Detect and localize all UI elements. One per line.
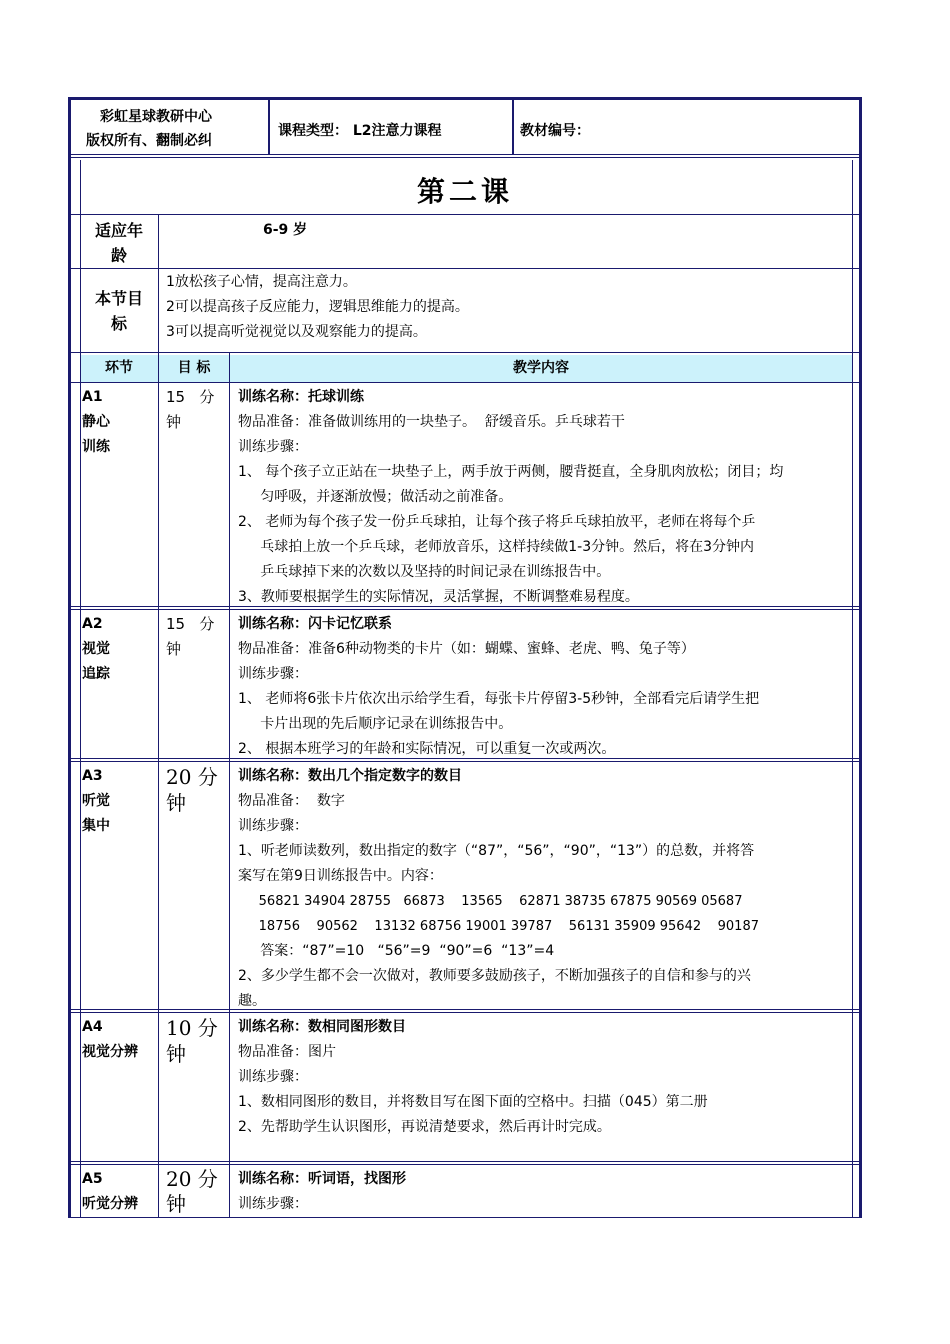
goal-item: 2可以提高孩子反应能力，逻辑思维能力的提高。 xyxy=(166,299,469,315)
section-line: 训练步骤： xyxy=(238,439,308,455)
section-line: 物品准备：图片 xyxy=(238,1044,336,1060)
section-line: 乓球拍上放一个乒乓球，老师放音乐，这样持续做1-3分钟。然后，将在3分钟内 xyxy=(238,539,755,555)
col-header-target: 目 标 xyxy=(177,360,211,376)
section-time: 15 分 xyxy=(166,388,215,406)
age-label-1: 适应年 xyxy=(94,221,143,240)
section-name: 听觉分辨 xyxy=(82,1196,138,1212)
section-name: 静心 xyxy=(82,414,110,430)
section-time: 20 分 xyxy=(166,765,218,789)
section-line: 乒乓球掉下来的次数以及坚持的时间记录在训练报告中。 xyxy=(238,564,611,580)
section-name: 训练 xyxy=(82,439,110,455)
age-label-2: 龄 xyxy=(110,246,127,265)
goals-divider xyxy=(68,352,862,353)
col-header-segment: 环节 xyxy=(105,360,133,376)
section-line: 1、听老师读数列，数出指定的数字（“87”，“56”，“90”，“13”）的总数，并将答 xyxy=(238,843,755,859)
section-name: 视觉 xyxy=(82,641,110,657)
goal-item: 3可以提高听觉视觉以及观察能力的提高。 xyxy=(166,324,427,340)
section-id: A1 xyxy=(82,389,103,405)
section-line: 卡片出现的先后顺序记录在训练报告中。 xyxy=(238,716,513,732)
section-name: 听觉 xyxy=(82,793,110,809)
section-line: 训练步骤： xyxy=(238,818,308,834)
section-line: 案写在第9日训练报告中。内容： xyxy=(238,868,443,884)
section-time: 15 分 xyxy=(166,615,215,633)
section-time: 钟 xyxy=(166,640,182,658)
header-vline-1 xyxy=(268,100,270,155)
section-time: 钟 xyxy=(166,413,182,431)
section-line: 训练步骤： xyxy=(238,1069,308,1085)
section-line: 1、 每个孩子立正站在一块垫子上，两手放于两侧，腰背挺直，全身肌肉放松；闭目；均 xyxy=(238,464,784,480)
goals-label-1: 本节目 xyxy=(94,289,143,308)
copyright-notice: 版权所有、翻制必纠 xyxy=(86,133,212,149)
section-name: 追踪 xyxy=(82,666,110,682)
column-header-divider xyxy=(68,382,862,383)
section-line: 2、多少学生都不会一次做对，教师要多鼓励孩子，不断加强孩子的自信和参与的兴 xyxy=(238,968,751,984)
section-line: 训练步骤： xyxy=(238,666,308,682)
section-line: 18756 90562 13132 68756 19001 39787 56131 35909 95642 90187 xyxy=(238,919,759,934)
section-time: 钟 xyxy=(166,791,186,815)
section-time: 10 分 xyxy=(166,1016,218,1040)
section-time: 20 分 xyxy=(166,1167,218,1191)
lesson-title: 第二课 xyxy=(416,175,513,208)
goals-label-2: 标 xyxy=(110,314,127,333)
section-line: 物品准备： 数字 xyxy=(238,793,345,809)
age-divider xyxy=(68,268,862,269)
org-name: 彩虹星球教研中心 xyxy=(100,109,212,125)
col-vline-1 xyxy=(158,214,159,1217)
section-time: 钟 xyxy=(166,1042,186,1066)
section-line: 3、教师要根据学生的实际情况，灵活掌握，不断调整难易程度。 xyxy=(238,589,639,605)
course-type: 课程类型： L2注意力课程 xyxy=(278,123,442,139)
material-number: 教材编号： xyxy=(520,123,590,139)
section-line: 物品准备：准备6种动物类的卡片（如：蝴蝶、蜜蜂、老虎、鸭、兔子等） xyxy=(238,641,695,657)
section-line: 物品准备：准备做训练用的一块垫子。 舒缓音乐。乒乓球若干 xyxy=(238,414,625,430)
title-divider xyxy=(68,214,862,215)
section-name: 视觉分辨 xyxy=(82,1044,138,1060)
inner-left-vline xyxy=(80,160,81,1217)
section-id: A5 xyxy=(82,1171,103,1187)
section-time: 钟 xyxy=(166,1192,186,1216)
section-id: A2 xyxy=(82,616,103,632)
section-line: 匀呼吸，并逐渐放慢；做活动之前准备。 xyxy=(238,489,513,505)
section-title: 训练名称：托球训练 xyxy=(238,389,364,405)
col-vline-2 xyxy=(229,352,230,1217)
section-line: 1、 老师将6张卡片依次出示给学生看，每张卡片停留3-5秒钟，全部看完后请学生把 xyxy=(238,691,760,707)
goal-item: 1放松孩子心情，提高注意力。 xyxy=(166,274,357,290)
section-id: A4 xyxy=(82,1019,103,1035)
section-line: 1、数相同图形的数目，并将数目写在图下面的空格中。扫描（045）第二册 xyxy=(238,1094,708,1110)
section-line: 训练步骤： xyxy=(238,1196,308,1212)
section-line: 2、 老师为每个孩子发一份乒乓球拍，让每个孩子将乒乓球拍放平，老师在将每个乒 xyxy=(238,514,756,530)
age-value: 6-9 岁 xyxy=(263,222,308,238)
inner-right-vline xyxy=(852,160,853,1217)
section-line: 答案：“87”=10 “56”=9 “90”=6 “13”=4 xyxy=(238,943,555,959)
section-line: 2、 根据本班学习的年龄和实际情况，可以重复一次或两次。 xyxy=(238,741,616,757)
section-title: 训练名称：听词语，找图形 xyxy=(238,1171,406,1187)
header-vline-2 xyxy=(512,100,514,155)
section-title: 训练名称：闪卡记忆联系 xyxy=(238,616,392,632)
section-title: 训练名称：数出几个指定数字的数目 xyxy=(238,768,462,784)
section-id: A3 xyxy=(82,768,103,784)
section-name: 集中 xyxy=(82,818,110,834)
bottom-edge xyxy=(68,1217,862,1218)
section-title: 训练名称：数相同图形数目 xyxy=(238,1019,406,1035)
header-divider xyxy=(68,154,862,162)
section-line: 56821 34904 28755 66873 13565 62871 38735 67875 90569 05687 xyxy=(238,894,743,909)
col-header-content: 教学内容 xyxy=(513,360,569,376)
section-line: 趣。 xyxy=(238,993,266,1009)
section-line: 2、先帮助学生认识图形，再说清楚要求，然后再计时完成。 xyxy=(238,1119,611,1135)
